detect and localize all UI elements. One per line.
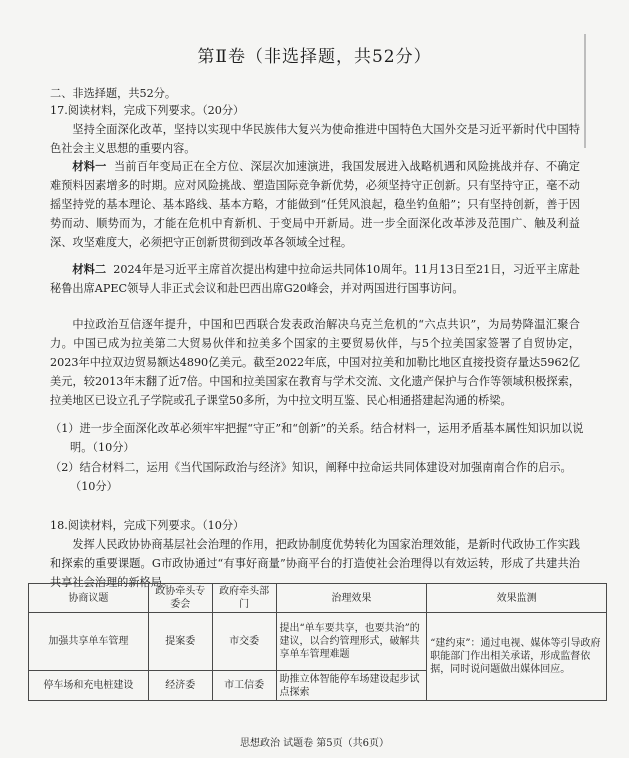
q17-material-1 [50, 157, 580, 252]
q17-sub-question-2: （2）结合材料二，运用《当代国际政治与经济》知识，阐释中拉命运共同体建设对加强南南合作的启示。（10分） [50, 461, 572, 493]
material-1-text: 当前百年变局正在全方位、深层次加速演进，我国发展进入战略机遇和风险挑战并存、不确定难预料因素增多的时期。应对风险挑战、塑造国际竞争新优势，必须坚持守正创新。只有坚持守正，毫不动摇坚持党的基本理论、基本路线、基本方略，才能做到“任凭风浪起，稳坐钓鱼船”；只有坚持创新，善于因势而动、顺势而为，才能在危机中育新机、于变局中开新局。进一步全面深化改革涉及范围广、触及利益深、攻坚难度大，必须把守正创新贯彻到改革各领域全过程。 [50, 160, 580, 249]
q17-material-2a [50, 260, 580, 298]
table-cell: 经济委 [148, 671, 212, 701]
q17-sub-question-1: （1）进一步全面深化改革必须牢牢把握“守正”和“创新”的关系。结合材料一，运用矛盾基本属性知识加以说明。（10分） [50, 422, 584, 454]
table-cell: 加强共享单车管理 [29, 613, 149, 671]
q18-intro: 发挥人民政协协商基层社会治理的作用，把政协制度优势转化为国家治理效能，是新时代政协工作实践和探索的重要课题。G市政协通过“有事好商量”协商平台的打造使社会治理得以有效运转，形成了共建共治共享社会治理的新格局。 [50, 538, 580, 589]
section-heading: 二、非选择题，共52分。 [50, 87, 177, 100]
table-header-cell: 协商议题 [29, 584, 149, 613]
table-cell: 提出“单车要共享，也要共治”的建议，以合约管理形式，破解共享单车管理难题 [276, 613, 427, 671]
material-2-label: 材料二 [72, 262, 107, 276]
material-1-label: 材料一 [72, 159, 107, 173]
table-cell: 停车场和充电桩建设 [29, 671, 149, 701]
material-2a-text: 2024年是习近平主席首次提出构建中拉命运共同体10周年。11月13日至21日，习近平主席赴秘鲁出席APEC领导人非正式会议和赴巴西出席G20峰会，并对两国进行国事访问。 [50, 263, 580, 295]
table-cell: 市交委 [212, 613, 276, 671]
table-cell: 市工信委 [212, 671, 276, 701]
table-cell: 提案委 [148, 613, 212, 671]
table-header-cell: 治理效果 [276, 584, 427, 613]
paper-title: 第Ⅱ卷（非选择题，共52分） [197, 47, 432, 67]
table-cell: 助推立体智能停车场建设起步试点探索 [276, 671, 427, 701]
table-cell: “建约束”：通过电视、媒体等引导政府职能部门作出相关承诺，形成监督依据，同时说问题做出媒体回应。 [427, 613, 607, 701]
governance-table [28, 583, 607, 701]
q17-intro: 坚持全面深化改革，坚持以实现中华民族伟大复兴为使命推进中国特色大国外交是习近平新时代中国特色社会主义思想的重要内容。 [50, 123, 580, 155]
table-header-cell: 政协牵头专委会 [148, 584, 212, 613]
page-footer: 思想政治 试题卷 第5页（共6页） [239, 738, 390, 749]
table-header-row [29, 584, 607, 613]
q17-heading: 17.阅读材料，完成下列要求。（20分） [50, 104, 245, 117]
table-row [29, 613, 607, 671]
table-header-cell: 政府牵头部门 [212, 584, 276, 613]
q18-heading: 18.阅读材料，完成下列要求。（10分） [50, 519, 245, 532]
q17-material-2b: 中拉政治互信逐年提升，中国和巴西联合发表政治解决乌克兰危机的“六点共识”，为局势降温汇聚合力。中国已成为拉美第二大贸易伙伴和拉美多个国家的主要贸易伙伴，与5个拉美国家签署了自贸协定，2023年中拉双边贸易额达4890亿美元。截至2022年底，中国对拉美和加勒比地区直接投资存量达5962亿美元，较2013年末翻了近7倍。中国和拉美国家在教育与学术交流、文化遗产保护与合作等领域积极探索，拉美地区已设立孔子学院或孔子课堂50多所，为中拉文明互鉴、民心相通搭建起沟通的桥梁。 [50, 318, 580, 407]
table-header-cell: 效果监测 [427, 584, 607, 613]
